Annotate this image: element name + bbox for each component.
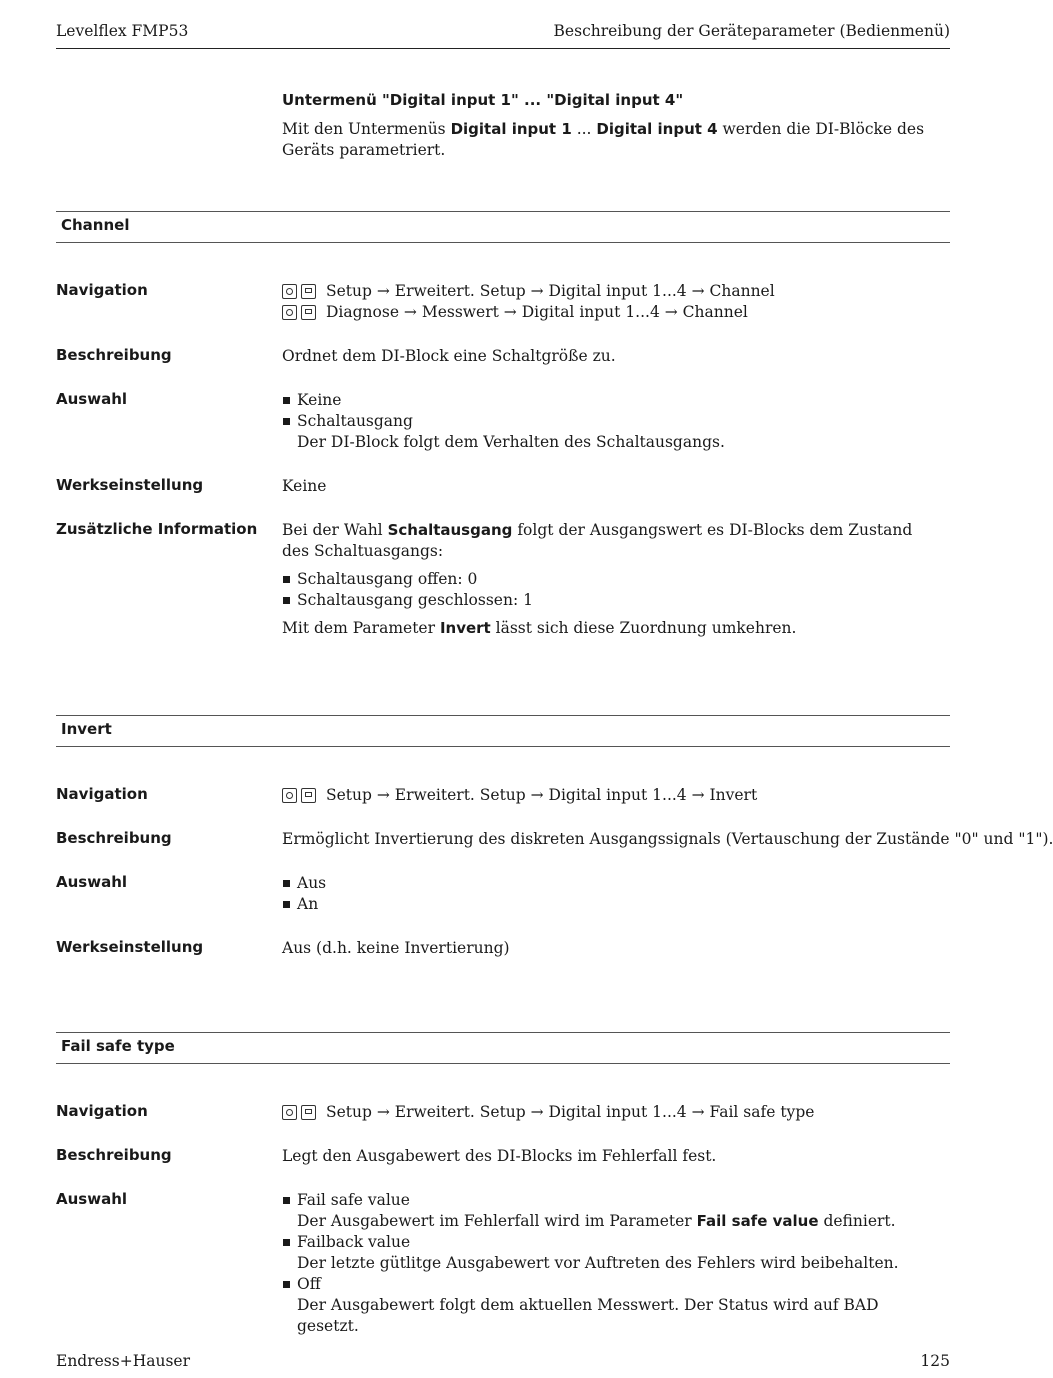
option-label: Keine [297, 391, 342, 409]
bullet-square-icon [283, 418, 290, 425]
bullet-square-icon [283, 397, 290, 404]
nav-path [282, 302, 944, 323]
list-item [282, 1190, 944, 1232]
invert-options [282, 873, 944, 915]
option-label: An [297, 895, 319, 913]
display-module-icon [301, 1105, 316, 1120]
display-operation-icon [282, 284, 297, 299]
nav-path [282, 281, 944, 302]
page-header [56, 22, 950, 49]
list-item [282, 873, 944, 894]
invert-default: Aus (d.h. keine Invertierung) [282, 939, 510, 957]
display-module-icon [301, 788, 316, 803]
section-channel-heading [56, 211, 950, 243]
info-param: Schaltausgang [387, 521, 513, 539]
submenu-description [282, 119, 942, 161]
section-title: Fail safe type [61, 1037, 175, 1055]
display-operation-icon [282, 1105, 297, 1120]
bullet-square-icon [283, 1281, 290, 1288]
info-item: Schaltausgang offen: 0 [297, 570, 478, 588]
footer-company: Endress+Hauser [56, 1352, 190, 1370]
bullet-square-icon [283, 597, 290, 604]
channel-additional-info [282, 520, 944, 639]
list-item [282, 569, 944, 590]
bullet-square-icon [283, 901, 290, 908]
intro-param-4: Digital input 4 [596, 120, 718, 138]
header-product: Levelflex FMP53 [56, 22, 189, 40]
label-auswahl: Auswahl [56, 1190, 128, 1208]
nav-path [282, 785, 944, 806]
info-paragraph [282, 618, 944, 639]
option-description: Der Ausgabewert folgt dem aktuellen Messwert. Der Status wird auf BAD gesetzt. [297, 1296, 879, 1335]
invert-description: Ermöglicht Invertierung des diskreten Ausgangssignals (Vertauschung der Zustände "0" und "1"). [282, 830, 1053, 848]
option-description [297, 1211, 944, 1232]
display-operation-icon [282, 788, 297, 803]
failsafe-options [282, 1190, 944, 1337]
bullet-square-icon [283, 576, 290, 583]
submenu-intro [282, 90, 942, 161]
bullet-square-icon [283, 880, 290, 887]
intro-text: Mit den Untermenüs [282, 120, 451, 138]
info-paragraph [282, 520, 944, 562]
list-item [282, 390, 944, 411]
section-title: Invert [61, 720, 112, 738]
channel-navigation [282, 281, 944, 323]
bullet-square-icon [283, 1239, 290, 1246]
label-navigation: Navigation [56, 1102, 148, 1120]
label-beschreibung: Beschreibung [56, 346, 172, 364]
header-section: Beschreibung der Geräteparameter (Bedienmenü) [553, 22, 950, 40]
intro-text: ... [571, 120, 597, 138]
list-item [282, 1274, 944, 1337]
intro-text: werden die DI-Blöcke des Geräts parametriert. [282, 120, 925, 159]
label-navigation: Navigation [56, 785, 148, 803]
channel-default: Keine [282, 477, 327, 495]
nav-path [282, 1102, 944, 1123]
failsafe-description: Legt den Ausgabewert des DI-Blocks im Fehlerfall fest. [282, 1147, 717, 1165]
option-param: Fail safe value [696, 1212, 819, 1230]
nav-path-text: Setup → Erweitert. Setup → Digital input 1...4 → Invert [326, 786, 758, 804]
nav-path-text: Setup → Erweitert. Setup → Digital input 1...4 → Fail safe type [326, 1103, 815, 1121]
option-label: Fail safe value [297, 1191, 410, 1209]
display-operation-icon [282, 305, 297, 320]
label-werkseinstellung: Werkseinstellung [56, 938, 204, 956]
bullet-square-icon [283, 1197, 290, 1204]
display-module-icon [301, 305, 316, 320]
list-item [282, 590, 944, 611]
list-item [282, 1232, 944, 1274]
list-item [282, 894, 944, 915]
label-werkseinstellung: Werkseinstellung [56, 476, 204, 494]
nav-path-text: Setup → Erweitert. Setup → Digital input 1...4 → Channel [326, 282, 775, 300]
section-failsafe-heading [56, 1032, 950, 1064]
info-text: Mit dem Parameter [282, 619, 440, 637]
label-beschreibung: Beschreibung [56, 1146, 172, 1164]
option-label: Failback value [297, 1233, 411, 1251]
option-label: Schaltausgang [297, 412, 413, 430]
failsafe-navigation [282, 1102, 944, 1123]
section-invert-heading [56, 715, 950, 747]
label-navigation: Navigation [56, 281, 148, 299]
intro-param-1: Digital input 1 [450, 120, 572, 138]
section-title: Channel [61, 216, 130, 234]
nav-path-text: Diagnose → Messwert → Digital input 1...4 → Channel [326, 303, 748, 321]
info-text: folgt der Ausgangswert es DI-Blocks dem Zustand des Schaltuasgangs: [282, 521, 913, 560]
channel-description: Ordnet dem DI-Block eine Schaltgröße zu. [282, 347, 616, 365]
option-label: Aus [297, 874, 327, 892]
display-module-icon [301, 284, 316, 299]
info-text: lässt sich diese Zuordnung umkehren. [490, 619, 797, 637]
channel-options [282, 390, 944, 453]
info-item: Schaltausgang geschlossen: 1 [297, 591, 533, 609]
option-text: Der Ausgabewert im Fehlerfall wird im Parameter [297, 1212, 697, 1230]
list-item [282, 411, 944, 453]
label-beschreibung: Beschreibung [56, 829, 172, 847]
submenu-title: Untermenü "Digital input 1" ... "Digital input 4" [282, 91, 684, 109]
option-description: Der DI-Block folgt dem Verhalten des Schaltausgangs. [297, 433, 725, 451]
label-auswahl: Auswahl [56, 873, 128, 891]
info-text: Bei der Wahl [282, 521, 388, 539]
page-number: 125 [920, 1352, 950, 1370]
info-param: Invert [439, 619, 491, 637]
option-label: Off [297, 1275, 321, 1293]
label-auswahl: Auswahl [56, 390, 128, 408]
option-text: definiert. [818, 1212, 896, 1230]
label-zusatz: Zusätzliche Information [56, 520, 258, 538]
option-description: Der letzte gütlitge Ausgabewert vor Auftreten des Fehlers wird beibehalten. [297, 1254, 899, 1272]
invert-navigation [282, 785, 944, 806]
